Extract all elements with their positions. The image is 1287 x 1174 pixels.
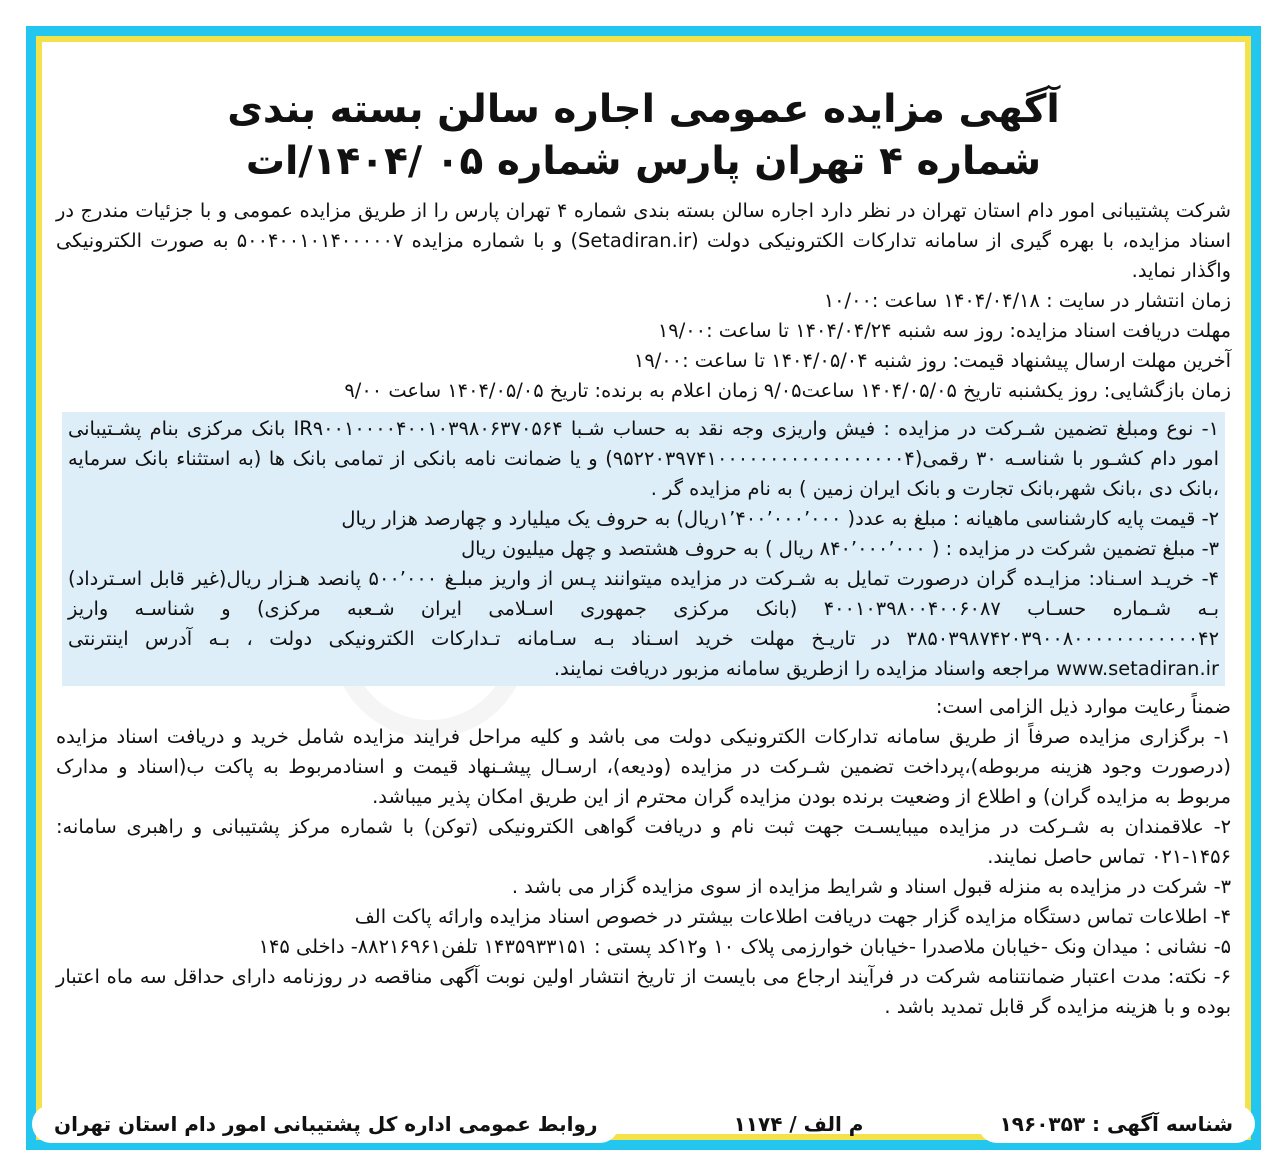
- date-bids: آخرین مهلت ارسال پیشنهاد قیمت: روز شنبه ۱۴۰۴/۰۵/۰۴ تا ساعت :۱۹/۰۰: [633, 349, 1231, 372]
- note-item: ۱- برگزاری مزایده صرفاً از طریق سامانه تدارکات الکترونیکی دولت می باشد و کلیه مراحل فرایند مزایده شامل خرید و دریافت اسناد مزایده (درصورت وجود هزینه مربوطه)،پرداخت تضمین شـرکت در مزایده (ودیعه)، ارسـال پیشـنهاد قیمت و اسنادمربوط به پاکت ب(اسناد و مدارک مربوط به مزایده گران) و اطلاع از وضعیت برنده بودن مزایده گران محترم از این طریق امکان پذیر میباشد.: [56, 725, 1231, 808]
- inner-border: [36, 36, 1251, 1140]
- conditions-block: [62, 412, 1225, 686]
- note-item: ۶- نکته: مدت اعتبار ضمانتنامه شرکت در فرآیند ارجاع می بایست از تاریخ انتشار اولین نوبت آگهی مناقصه در روزنامه دارای حداقل سه ماه اعتبار بوده و با هزینه مزایده گر قابل تمدید باشد .: [56, 965, 1231, 1018]
- note-item: ۴- اطلاعات تماس دستگاه مزایده گزار جهت دریافت اطلاعات بیشتر در خصوص اسناد مزایده وارائه پاکت الف: [354, 905, 1231, 928]
- note-item: ۲- علاقمندان به شـرکت در مزایده میبایسـت جهت ثبت نام و دریافت گواهی الکترونیکی (توکن) با شماره مرکز پشتیبانی و راهبری سامانه: ۱۴۵۶-۰۲۱ تماس حاصل نمایند.: [56, 815, 1231, 868]
- condition-item: ۲- قیمت پایه کارشناسی ماهیانه : مبلغ به عدد( ۱٬۴۰۰٬۰۰۰٬۰۰۰ریال) به حروف یک میلیارد و چهارصد هزار ریال: [341, 507, 1219, 530]
- condition-item: ۴- خریـد اسـناد: مزایـده گران درصورت تمایل به شـرکت در مزایده میتوانند پـس از واریز مبلـغ ۵۰۰٬۰۰۰ پانصد هـزار ریال(غیر قابل اسـترداد) بـه شـماره حسـاب ۴۰۰۱۰۳۹۸۰۰۴۰۰۶۰۸۷ (بانک مرکزی جمهوری اسـلامی ایران شـعبه مرکزی) و شناسـه واریز ۳۸۵۰۳۹۸۷۴۲۰۳۹۰۰۸۰۰۰۰۰۰۰۰۰۰۰۰۴۲ در تاریـخ مهلت خرید اسـناد بـه سـامانه تـدارکات الکترونیکی دولت ، بـه آدرس اینترنتی www.setadiran.ir مراجعه واسناد مزایده را ازطریق سامانه مزبور دریافت نمایند.: [68, 567, 1219, 680]
- condition-item: ۱- نوع ومبلغ تضمین شـرکت در مزایده : فیش واریزی وجه نقد به حساب شـبا IR۹۰۰۱۰۰۰۰۴۰۰۱۰۳۹۸۰۶۳۷۰۵۶۴ بانک مرکزی بنام پشـتیبانی امور دام کشـور با شناسـه ۳۰ رقمی(۹۵۲۲۰۳۹۷۴۱۰۰۰۰۰۰۰۰۰۰۰۰۰۰۰۰۰۰۴) و یا ضمانت نامه بانکی از تمامی بانک ها (به استثناء بانک سرمایه ،بانک دی ،بانک شهر،بانک تجارت و بانک ایران زمین ) به نام مزایده گر .: [68, 417, 1219, 500]
- notice-title: [56, 84, 1231, 188]
- notice-content: [56, 42, 1231, 1076]
- footer-bar: [32, 1102, 1255, 1146]
- dates-block: [56, 286, 1231, 406]
- note-item: ۵- نشانی : میدان ونک -خیابان ملاصدرا -خیابان خوارزمی پلاک ۱۰ و۱۲کد پستی : ۱۴۳۵۹۳۳۱۵۱ تلفن۸۸۲۱۶۹۶۱- داخلی ۱۴۵: [258, 935, 1231, 958]
- notes-lead: ضمناً رعایت موارد ذیل الزامی است:: [935, 695, 1231, 718]
- outer-border: [26, 26, 1261, 1150]
- notice-body: [42, 42, 1245, 1134]
- note-item: ۳- شرکت در مزایده به منزله قبول اسناد و شرایط مزایده از سوی مزایده گزار می باشد .: [511, 875, 1231, 898]
- intro-paragraph: شرکت پشتیبانی امور دام استان تهران در نظر دارد اجاره سالن بسته بندی شماره ۴ تهران پارس را از طریق مزایده عمومی و با جزئیات مندرج در اسناد مزایده، با بهره گیری از سامانه تدارکات الکترونیکی دولت (Setadiran.ir) و با شماره مزایده ۵۰۰۴۰۰۱۰۱۴۰۰۰۰۰۷ به صورت الکترونیکی واگذار نماید.: [56, 199, 1231, 282]
- ad-code: م الف / ۱۱۷۴: [733, 1112, 864, 1136]
- title-line-1: آگهی مزایده عمومی اجاره سالن بسته بندی: [227, 87, 1060, 132]
- ad-id: شناسه آگهی : ۱۹۶۰۳۵۳: [978, 1105, 1255, 1143]
- date-opening: زمان بازگشایی: روز یکشنبه تاریخ ۱۴۰۴/۰۵/۰۵ ساعت۹/۰۵ زمان اعلام به برنده: تاریخ ۱۴۰۴/۰۵/۰۵ ساعت ۹/۰۰: [344, 379, 1231, 402]
- date-publish: زمان انتشار در سایت : ۱۴۰۴/۰۴/۱۸ ساعت :۱۰/۰۰: [823, 289, 1231, 312]
- date-documents: مهلت دریافت اسناد مزایده: روز سه شنبه ۱۴۰۴/۰۴/۲۴ تا ساعت :۱۹/۰۰: [657, 319, 1231, 342]
- issuer: روابط عمومی اداره کل پشتیبانی امور دام استان تهران: [32, 1105, 619, 1143]
- title-line-2: شماره ۴ تهران پارس شماره ۰۵ /۱۴۰۴/ات: [245, 139, 1042, 184]
- condition-item: ۳- مبلغ تضمین شرکت در مزایده : ( ۸۴۰٬۰۰۰٬۰۰۰ ریال ) به حروف هشتصد و چهل میلیون ریال: [461, 537, 1219, 560]
